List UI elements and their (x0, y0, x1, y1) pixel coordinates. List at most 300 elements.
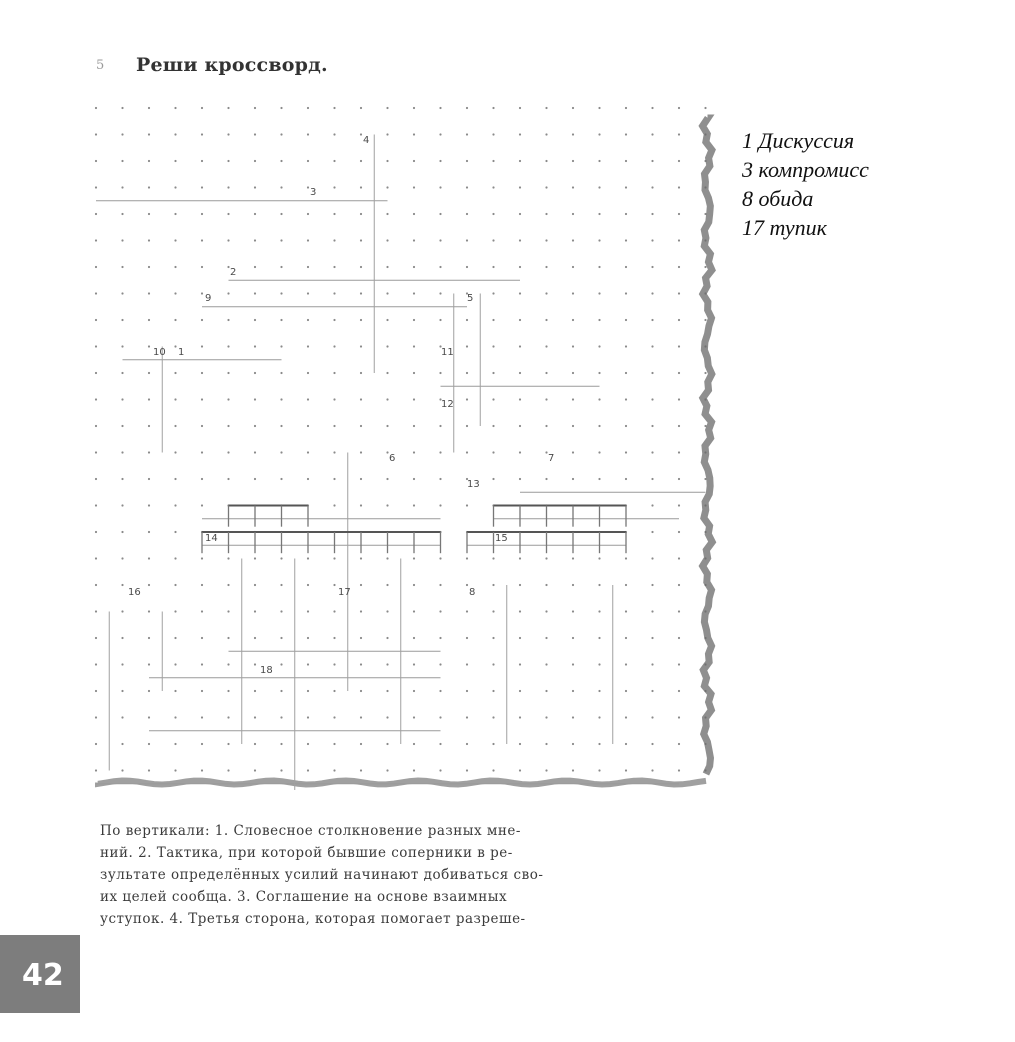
grid-dot (148, 398, 150, 400)
grid-dot (174, 239, 176, 241)
grid-dot (307, 107, 309, 109)
grid-dot (227, 292, 229, 294)
grid-dot (466, 186, 468, 188)
grid-dot (227, 769, 229, 771)
grid-dot (121, 531, 123, 533)
grid-dot (572, 319, 574, 321)
grid-dot (413, 398, 415, 400)
grid-dot (625, 769, 627, 771)
grid-dot (651, 716, 653, 718)
grid-dot (598, 186, 600, 188)
page-title: Реши кроссворд. (136, 54, 328, 76)
grid-dot (95, 107, 97, 109)
grid-dot (572, 769, 574, 771)
grid-dot (704, 107, 706, 109)
grid-dot (625, 133, 627, 135)
grid-dot (174, 478, 176, 480)
grid-dot (439, 716, 441, 718)
grid-dot (545, 292, 547, 294)
grid-dot (360, 690, 362, 692)
grid-dot (333, 160, 335, 162)
grid-dot (360, 372, 362, 374)
grid-dot (466, 743, 468, 745)
answer-line-2: 3 компромисс (742, 157, 869, 182)
grid-dot (651, 478, 653, 480)
grid-dot (678, 451, 680, 453)
grid-dot (121, 425, 123, 427)
grid-dot (651, 610, 653, 612)
grid-dot (95, 213, 97, 215)
grid-dot (254, 398, 256, 400)
grid-dot (466, 160, 468, 162)
grid-dot (439, 239, 441, 241)
grid-dot (545, 160, 547, 162)
grid-dot (386, 557, 388, 559)
grid-dot (572, 584, 574, 586)
grid-dot (254, 716, 256, 718)
grid-dot (413, 451, 415, 453)
grid-dot (625, 213, 627, 215)
grid-dot (678, 160, 680, 162)
grid-dot (519, 133, 521, 135)
grid-dot (360, 610, 362, 612)
crossword-grid (88, 100, 718, 790)
grid-dot (121, 160, 123, 162)
grid-dot (651, 637, 653, 639)
grid-dot (333, 239, 335, 241)
grid-dot (572, 557, 574, 559)
grid-dot (413, 345, 415, 347)
grid-dot (625, 398, 627, 400)
clue-line-4: их целей сообща. 3. Соглашение на основе взаимных (100, 889, 508, 905)
grid-dot (413, 133, 415, 135)
grid-dot (280, 584, 282, 586)
grid-dot (386, 610, 388, 612)
grid-dot (678, 186, 680, 188)
grid-dot (307, 690, 309, 692)
grid-dot (174, 292, 176, 294)
grid-dot (386, 372, 388, 374)
grid-dot (439, 557, 441, 559)
grid-dot (95, 451, 97, 453)
grid-dot (254, 663, 256, 665)
grid-dot (413, 160, 415, 162)
grid-dot (360, 319, 362, 321)
grid-dot (466, 345, 468, 347)
grid-dot (280, 292, 282, 294)
grid-dot (572, 610, 574, 612)
grid-dot (678, 107, 680, 109)
grid-dot (360, 133, 362, 135)
grid-dot (280, 319, 282, 321)
grid-dot (598, 451, 600, 453)
grid-dot (519, 584, 521, 586)
grid-dot (148, 743, 150, 745)
grid-dot (545, 425, 547, 427)
grid-dot (386, 266, 388, 268)
grid-dot (439, 160, 441, 162)
grid-dot (466, 557, 468, 559)
grid-dot (598, 398, 600, 400)
grid-dot (333, 133, 335, 135)
grid-dot (174, 584, 176, 586)
grid-dot (413, 372, 415, 374)
grid-dot (545, 769, 547, 771)
grid-dot (201, 345, 203, 347)
grid-dot (174, 319, 176, 321)
grid-dot (386, 478, 388, 480)
grid-dot (360, 557, 362, 559)
grid-dot (598, 478, 600, 480)
grid-dot (492, 160, 494, 162)
grid-dot (201, 743, 203, 745)
grid-dot (492, 584, 494, 586)
grid-dot (121, 266, 123, 268)
grid-dot (386, 398, 388, 400)
grid-dot (466, 610, 468, 612)
grid-dot (121, 133, 123, 135)
grid-dot (678, 345, 680, 347)
grid-dot (519, 372, 521, 374)
grid-dot (413, 239, 415, 241)
grid-dot (413, 425, 415, 427)
grid-dot (386, 504, 388, 506)
grid-dot (572, 425, 574, 427)
grid-dot (227, 345, 229, 347)
grid-dot (598, 292, 600, 294)
grid-dot (280, 239, 282, 241)
grid-dot (572, 690, 574, 692)
grid-dot (492, 557, 494, 559)
grid-dot (651, 504, 653, 506)
clue-line-3: зультате определённых усилий начинают добиваться сво- (100, 867, 544, 883)
grid-dot (492, 133, 494, 135)
grid-dot (678, 610, 680, 612)
grid-dot (492, 637, 494, 639)
grid-dot (625, 690, 627, 692)
grid-dot (678, 478, 680, 480)
grid-dot (519, 107, 521, 109)
grid-dot (492, 319, 494, 321)
grid-dot (360, 637, 362, 639)
grid-dot (466, 107, 468, 109)
grid-dot (121, 584, 123, 586)
grid-dot (307, 743, 309, 745)
grid-dot (227, 319, 229, 321)
grid-dot (519, 425, 521, 427)
grid-dot (254, 743, 256, 745)
grid-dot (598, 213, 600, 215)
grid-dot (625, 478, 627, 480)
grid-dot (439, 663, 441, 665)
grid-dot (254, 769, 256, 771)
grid-dot (625, 292, 627, 294)
grid-dot (519, 292, 521, 294)
grid-dot (95, 478, 97, 480)
grid-dot (466, 690, 468, 692)
grid-dot (492, 769, 494, 771)
grid-dot (254, 160, 256, 162)
grid-dot (148, 186, 150, 188)
grid-dot (201, 292, 203, 294)
grid-dot (678, 319, 680, 321)
grid-dot (95, 584, 97, 586)
grid-dot (254, 266, 256, 268)
grid-dot (174, 266, 176, 268)
grid-dot (307, 160, 309, 162)
grid-dot (572, 186, 574, 188)
grid-dot (121, 372, 123, 374)
grid-dot (651, 557, 653, 559)
grid-dot (360, 266, 362, 268)
grid-dot (227, 239, 229, 241)
grid-dot (704, 319, 706, 321)
grid-dot (95, 743, 97, 745)
grid-dot (651, 186, 653, 188)
cell-number-18: 18 (260, 665, 273, 676)
grid-dot (280, 266, 282, 268)
grid-dot (651, 663, 653, 665)
grid-dot (333, 266, 335, 268)
grid-dot (519, 345, 521, 347)
answer-line-3: 8 обида (742, 186, 814, 211)
grid-dot (333, 769, 335, 771)
grid-dot (678, 743, 680, 745)
grid-dot (95, 186, 97, 188)
grid-dot (492, 292, 494, 294)
grid-dot (492, 610, 494, 612)
grid-dot (466, 213, 468, 215)
grid-dot (227, 557, 229, 559)
cell-number-13: 13 (467, 479, 480, 490)
grid-dot (439, 292, 441, 294)
grid-dot (466, 451, 468, 453)
grid-dot (307, 425, 309, 427)
grid-dot (704, 266, 706, 268)
grid-dot (148, 451, 150, 453)
grid-dot (280, 690, 282, 692)
grid-dot (360, 160, 362, 162)
grid-dot (386, 716, 388, 718)
cell-number-6: 6 (389, 453, 396, 464)
cell-number-9: 9 (205, 293, 212, 304)
cell-number-14: 14 (205, 533, 218, 544)
grid-dot (651, 345, 653, 347)
grid-dot (413, 584, 415, 586)
grid-dot (148, 663, 150, 665)
grid-dot (148, 531, 150, 533)
grid-dot (651, 769, 653, 771)
grid-dot (572, 160, 574, 162)
grid-dot (333, 690, 335, 692)
grid-dot (598, 266, 600, 268)
grid-dot (651, 584, 653, 586)
grid-dot (148, 478, 150, 480)
grid-dot (333, 663, 335, 665)
grid-dot (678, 266, 680, 268)
grid-dot (307, 133, 309, 135)
grid-dot (492, 451, 494, 453)
grid-dot (333, 213, 335, 215)
grid-dot (148, 107, 150, 109)
grid-dot (704, 372, 706, 374)
grid-dot (333, 504, 335, 506)
grid-dot (148, 637, 150, 639)
grid-dot (545, 213, 547, 215)
grid-dot (439, 610, 441, 612)
grid-dot (307, 716, 309, 718)
grid-dot (598, 319, 600, 321)
grid-dot (360, 107, 362, 109)
grid-dot (280, 557, 282, 559)
grid-dot (413, 637, 415, 639)
grid-dot (625, 716, 627, 718)
grid-dot (201, 107, 203, 109)
grid-dot (519, 239, 521, 241)
grid-dot (201, 186, 203, 188)
grid-dot (625, 610, 627, 612)
grid-dot (386, 769, 388, 771)
grid-dot (121, 186, 123, 188)
grid-dot (333, 451, 335, 453)
grid-dot (174, 610, 176, 612)
grid-dot (95, 266, 97, 268)
grid-dot (95, 557, 97, 559)
grid-dot (95, 531, 97, 533)
grid-dot (598, 107, 600, 109)
grid-dot (201, 425, 203, 427)
grid-dot (201, 716, 203, 718)
grid-dot (254, 478, 256, 480)
grid-dot (439, 769, 441, 771)
grid-dot (678, 637, 680, 639)
grid-dot (121, 663, 123, 665)
grid-dot (95, 319, 97, 321)
grid-dot (307, 292, 309, 294)
grid-dot (651, 107, 653, 109)
grid-dot (572, 743, 574, 745)
grid-dot (519, 266, 521, 268)
grid-dot (201, 584, 203, 586)
grid-dot (148, 504, 150, 506)
grid-dot (466, 637, 468, 639)
grid-dot (545, 584, 547, 586)
grid-dot (174, 345, 176, 347)
grid-dot (386, 743, 388, 745)
grid-dot (572, 239, 574, 241)
grid-dot (625, 425, 627, 427)
grid-dot (280, 451, 282, 453)
grid-dot (651, 743, 653, 745)
grid-dot (545, 716, 547, 718)
grid-dot (413, 266, 415, 268)
grid-dot (466, 584, 468, 586)
grid-dot (360, 769, 362, 771)
grid-dot (95, 663, 97, 665)
grid-dot (307, 663, 309, 665)
grid-dot (227, 637, 229, 639)
grid-dot (572, 266, 574, 268)
grid-dot (121, 345, 123, 347)
grid-dot (413, 107, 415, 109)
grid-dot (174, 213, 176, 215)
grid-dot (307, 398, 309, 400)
grid-dot (333, 716, 335, 718)
grid-dot (307, 372, 309, 374)
grid-dot (254, 319, 256, 321)
grid-dot (598, 690, 600, 692)
grid-dot (254, 107, 256, 109)
grid-dot (439, 478, 441, 480)
grid-dot (519, 398, 521, 400)
grid-dot (439, 133, 441, 135)
grid-dot (519, 451, 521, 453)
grid-dot (95, 504, 97, 506)
grid-dot (466, 716, 468, 718)
grid-dot (386, 292, 388, 294)
grid-dot (280, 107, 282, 109)
grid-dot (227, 478, 229, 480)
grid-dot (227, 610, 229, 612)
grid-dot (254, 239, 256, 241)
grid-dot (519, 690, 521, 692)
grid-dot (413, 610, 415, 612)
grid-dot (174, 531, 176, 533)
grid-dot (201, 478, 203, 480)
grid-dot (95, 637, 97, 639)
grid-dot (651, 266, 653, 268)
grid-dot (280, 160, 282, 162)
grid-dot (174, 743, 176, 745)
grid-dot (333, 478, 335, 480)
cell-number-16: 16 (128, 587, 141, 598)
grid-dot (439, 372, 441, 374)
grid-dot (492, 743, 494, 745)
grid-dot (121, 743, 123, 745)
grid-dot (95, 425, 97, 427)
grid-dot (148, 319, 150, 321)
grid-dot (678, 133, 680, 135)
grid-dot (625, 451, 627, 453)
clue-line-2: ний. 2. Тактика, при которой бывшие соперники в ре- (100, 845, 513, 861)
grid-dot (121, 239, 123, 241)
grid-dot (386, 690, 388, 692)
grid-dot (678, 239, 680, 241)
grid-dot (413, 478, 415, 480)
grid-dot (307, 637, 309, 639)
grid-dot (545, 319, 547, 321)
cell-number-17: 17 (338, 587, 351, 598)
grid-dot (227, 663, 229, 665)
grid-dot (280, 425, 282, 427)
grid-dot (386, 637, 388, 639)
grid-dot (174, 637, 176, 639)
grid-dot (492, 372, 494, 374)
grid-dot (492, 186, 494, 188)
grid-dot (598, 345, 600, 347)
grid-dot (439, 266, 441, 268)
cell-number-12: 12 (441, 399, 454, 410)
grid-dot (598, 372, 600, 374)
grid-dot (95, 133, 97, 135)
grid-dot (678, 398, 680, 400)
grid-dot (625, 557, 627, 559)
grid-dot (413, 769, 415, 771)
grid-dot (598, 584, 600, 586)
grid-dot (174, 451, 176, 453)
grid-dot (148, 425, 150, 427)
grid-dot (598, 557, 600, 559)
